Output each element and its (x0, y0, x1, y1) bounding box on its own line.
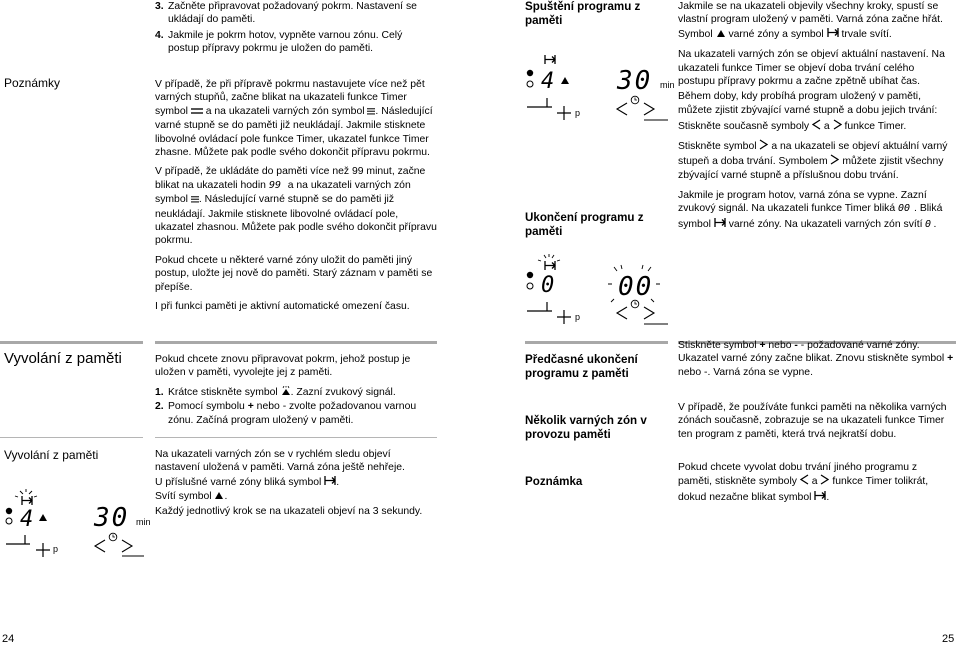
zone-digit: 0 (541, 273, 555, 298)
zone-indicator-dot (527, 70, 533, 76)
ninety-nine-segment-icon (269, 179, 285, 193)
chevron-left-icon[interactable] (617, 307, 627, 319)
chevron-right-icon[interactable] (644, 307, 654, 319)
zone-indicator-ring (6, 518, 12, 524)
flash-lines-icon (191, 194, 199, 207)
zone-indicator-ring (527, 81, 533, 87)
notes-paragraph-4: I při funkci paměti je aktivní automatické omezení času. (155, 301, 410, 313)
chevron-left-icon (812, 119, 821, 134)
recall-step-2: 2. Pomocí symbolu + nebo - zvolte požadovanou varnou zónu. Začíná program uložený v paměti. (155, 401, 417, 426)
timer-bar-icon (15, 489, 37, 505)
flashing-triangle-icon (281, 386, 291, 400)
plus-icon[interactable] (557, 106, 571, 120)
p-label: p (53, 544, 59, 554)
zone-indicator-dot (6, 508, 12, 514)
double-zero-segment-icon (898, 202, 914, 216)
chevron-right-icon (820, 474, 829, 489)
triangle-icon (214, 491, 224, 504)
svg-text:0: 0 (925, 218, 932, 228)
zone-digit: 4 (541, 69, 555, 94)
zone-indicator-ring (527, 283, 533, 289)
timer-digits: 30 (617, 66, 653, 96)
recall-description: Na ukazateli varných zón se v rychlém sledu objeví nastavení uložená v paměti. Varná zóna ještě nehřeje. U příslušné varné zóny bliká symbol . Svítí symbol . Každý jednotlivý krok se na ukazateli objeví na 3 sekundy. (155, 449, 423, 517)
step-4: 4. Jakmile je pokrm hotov, vypněte varnou zónu. Celý postup přípravy pokrmu je uložen do paměti. (155, 29, 403, 55)
multi-zone-body: V případě, že používáte funkci paměti na několika varných zónách současně, zobrazuje se na ukazateli funkce Timer ten program z paměti, která trvá nejkratší dobu. (678, 402, 947, 440)
triangle-icon (39, 514, 47, 521)
page-number-right: 25 (942, 633, 955, 645)
triangle-icon (561, 77, 569, 84)
flash-bar-icon (191, 106, 203, 119)
step-3: 3. Začněte připravovat požadovaný pokrm. Nastavení se ukládají do paměti. (155, 1, 417, 26)
start-program-title: Spuštění programu z paměti (525, 0, 641, 27)
recall-step-1: 1. Krátce stiskněte symbol . Zazní zvukový signál. (155, 386, 437, 400)
notes-label: Poznámky (4, 76, 61, 90)
early-end-body: Stiskněte symbol + nebo - - požadované varné zóny. Ukazatel varné zóny začne blikat. Znovu stiskněte symbol + nebo -. Varná zóna se vypne. (678, 340, 954, 378)
timer-bar-icon (538, 254, 560, 270)
recall-sub-label: Vyvolání z paměti (4, 448, 99, 462)
p-label: p (575, 108, 581, 118)
multi-zone-title: Několik varných zón v provozu paměti (525, 414, 647, 441)
notes-paragraph-3: Pokud chcete u některé varné zóny uložit do paměti jiný postup, uložte jej nově do paměti. Starý záznam v paměti se přepíše. (155, 254, 433, 293)
min-label: min (136, 517, 151, 527)
zone-indicator-dot (527, 272, 533, 278)
timer-bar-icon (827, 27, 839, 42)
section-divider (0, 341, 143, 344)
chevron-left-icon[interactable] (617, 103, 627, 115)
timer-bar-icon (324, 475, 336, 490)
notes-paragraph-1: V případě, že při přípravě pokrmu nastavujete více než pět varných stupňů, začne blikat na ukazateli funkce Timer symbol a na ukazateli varných zón symbol . Následující varné stupně se do paměti již neukládají. Jakmile stisknete libovolné ovládací pole funkce Timer, ukazatel funkce Timer zhasne. Můžete pak podle svého dokončit přípravu pokrmu. (155, 79, 433, 159)
divider (155, 437, 437, 438)
intro-steps (155, 0, 435, 56)
note-title: Poznámka (525, 475, 583, 488)
section-divider (155, 341, 437, 344)
plus-icon[interactable] (557, 310, 571, 324)
triangle-icon (716, 29, 726, 42)
control-panel-recall (2, 488, 152, 568)
section-divider (525, 341, 668, 344)
notes-body (155, 78, 437, 320)
chevron-right-icon[interactable] (644, 103, 654, 115)
recall-intro: Pokud chcete znovu připravovat pokrm, jehož postup je uložen v paměti, vyvolejte jej z paměti. (155, 354, 411, 379)
timer-bar-icon (814, 490, 826, 505)
control-panel-start (522, 44, 678, 126)
zone-digit: 4 (20, 507, 34, 532)
chevron-right-icon (833, 119, 842, 134)
svg-text:99: 99 (268, 179, 281, 189)
end-program-title: Ukončení programu z paměti (525, 211, 644, 238)
early-end-title: Předčasné ukončení programu z paměti (525, 353, 638, 380)
chevron-left-icon (800, 474, 809, 489)
divider (0, 437, 143, 438)
note-body: Pokud chcete vyvolat dobu trvání jiného programu z paměti, stiskněte symboly a funkce Timer tolikrát, dokud nezačne blikat symbol . (678, 461, 954, 505)
control-panel-end (522, 254, 678, 334)
recall-body (155, 353, 437, 427)
timer-bar-icon (714, 217, 726, 232)
timer-bar-icon (545, 55, 555, 64)
chevron-right-icon[interactable] (122, 540, 132, 552)
min-label: min (660, 80, 675, 90)
timer-digits: 00 (618, 272, 654, 302)
chevron-left-icon[interactable] (95, 540, 105, 552)
recall-title: Vyvolání z paměti (4, 350, 122, 367)
chevron-right-icon (830, 154, 839, 169)
timer-digits: 30 (94, 503, 130, 533)
p-label: p (575, 312, 581, 322)
start-program-body: Jakmile se na ukazateli objevily všechny kroky, spustí se vlastní program uložený v paměti. Varná zóna začne hřát. Symbol varné zóny a symbol trvale svítí. Na ukazateli varných zón se objeví aktuální nastavení. Na ukazateli funkce Timer se objeví doba trvání celého postupu přípravy pokrmu a začne zpětně ubíhat čas. Během doby, kdy probíhá program uložený v paměti, můžete zjistit zbývající varné stupně a dobu jejich trvání: Stiskněte současně symboly a funkce Timer. Stiskněte symbol a na ukazateli se objeví aktuální varný stupeň a doba trvání. Symbolem můžete zjistit všechny zbývající varné stupně a příslušnou dobu trvání. Jakmile je program hotov, varná zóna se vypne. Zazní zvukový signál. Na ukazateli funkce Timer bliká 00 . Bliká symbol varné zóny. Na ukazateli varných zón svítí 0 . (678, 0, 953, 238)
plus-icon[interactable] (36, 543, 50, 557)
page-number-left: 24 (2, 633, 15, 645)
notes-paragraph-2: V případě, že ukládáte do paměti více než 99 minut, začne blikat na ukazateli hodin 99 a na ukazateli varných zón symbol . Následující varné stupně se do paměti již neukládají. Jakmile stisknete libovolné ovládací pole, ukazatel zhasnou. Můžete pak podle svého dokončit přípravu pokrmu. (155, 166, 437, 247)
chevron-right-icon (759, 139, 768, 154)
svg-text:00: 00 (898, 203, 911, 213)
